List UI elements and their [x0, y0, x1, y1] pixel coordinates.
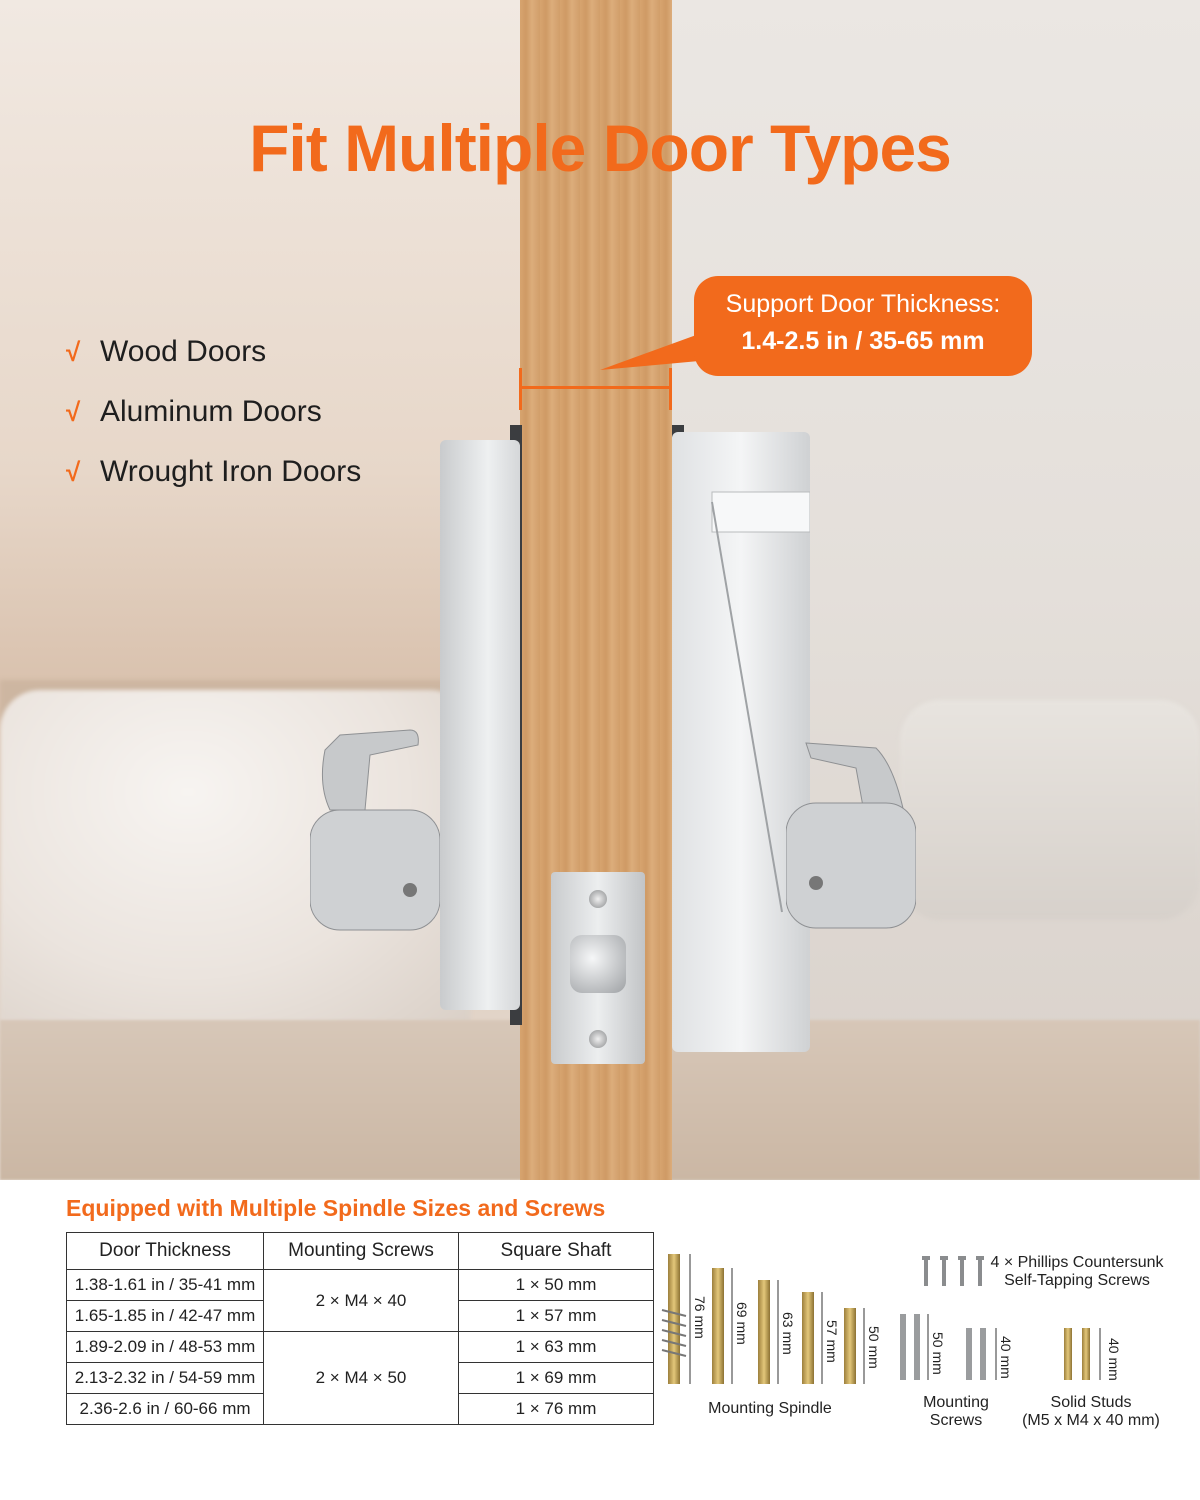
- thickness-cell: 1.38-1.61 in / 35-41 mm: [67, 1270, 264, 1301]
- thickness-callout: [694, 276, 1032, 376]
- spindle-length-label: 69 mm: [734, 1302, 750, 1345]
- spindle-length-label: 50 mm: [866, 1326, 882, 1369]
- check-icon: √: [66, 456, 81, 487]
- hardware-parts-illustration: [660, 1240, 1180, 1480]
- mounting-screws-caption-2: Screws: [929, 1412, 983, 1429]
- thickness-dimension-end: [669, 368, 672, 410]
- mounting-screws-image: [896, 1314, 1036, 1384]
- lever-handle-left: [310, 725, 440, 935]
- studs-caption-1: Solid Studs: [1050, 1394, 1132, 1411]
- thickness-dimension-line: [521, 386, 671, 389]
- lock-body-interior: [440, 440, 520, 1010]
- spec-section-title: Equipped with Multiple Spindle Sizes and Screws: [66, 1195, 606, 1221]
- door-type-item: [66, 322, 361, 382]
- door-type-label: Aluminum Doors: [100, 395, 322, 428]
- latch-bolt: [570, 935, 626, 993]
- countersunk-caption-1: 4 × Phillips Countersunk: [990, 1254, 1164, 1271]
- thickness-dimension-end: [519, 368, 522, 410]
- thickness-cell: 1.65-1.85 in / 42-47 mm: [67, 1301, 264, 1332]
- screws-cell: 2 × M4 × 40: [264, 1270, 459, 1332]
- countersunk-caption-2: Self-Tapping Screws: [1004, 1272, 1150, 1289]
- door-type-item: [66, 442, 361, 502]
- callout-line-2: 1.4-2.5 in / 35-65 mm: [741, 327, 985, 355]
- thickness-cell: 1.89-2.09 in / 48-53 mm: [67, 1332, 264, 1363]
- column-header: Square Shaft: [459, 1233, 654, 1270]
- column-header: Mounting Screws: [264, 1233, 459, 1270]
- studs-caption-2: (M5 x M4 x 40 mm): [1022, 1412, 1160, 1429]
- check-icon: √: [66, 396, 81, 427]
- door-type-item: [66, 382, 361, 442]
- countersunk-screws-image: [918, 1254, 988, 1290]
- table-row: [67, 1332, 654, 1363]
- door-type-label: Wrought Iron Doors: [100, 455, 362, 488]
- shaft-cell: 1 × 63 mm: [459, 1332, 654, 1363]
- mounting-screw-length-label: 50 mm: [930, 1332, 946, 1375]
- spindle-length-label: 63 mm: [780, 1312, 796, 1355]
- shaft-cell: 1 × 69 mm: [459, 1363, 654, 1394]
- sofa-image: [900, 700, 1200, 920]
- spindle-caption: Mounting Spindle: [708, 1400, 832, 1417]
- shaft-cell: 1 × 50 mm: [459, 1270, 654, 1301]
- screws-cell: 2 × M4 × 50: [264, 1332, 459, 1425]
- thickness-cell: 2.13-2.32 in / 54-59 mm: [67, 1363, 264, 1394]
- spec-table: [66, 1232, 654, 1425]
- mounting-screws-caption-1: Mounting: [923, 1394, 989, 1411]
- callout-line-1: Support Door Thickness:: [725, 290, 1001, 318]
- shaft-cell: 1 × 76 mm: [459, 1394, 654, 1425]
- table-row: [67, 1270, 654, 1301]
- lever-handle-right: [786, 738, 916, 938]
- page-title: Fit Multiple Door Types: [249, 111, 951, 185]
- spindle-length-label: 57 mm: [824, 1320, 840, 1363]
- stud-length-label: 40 mm: [1106, 1338, 1122, 1381]
- door-type-label: Wood Doors: [100, 335, 267, 368]
- door-type-list: [66, 322, 361, 502]
- column-header: Door Thickness: [67, 1233, 264, 1270]
- mounting-screw-length-label: 40 mm: [998, 1336, 1014, 1379]
- thickness-cell: 2.36-2.6 in / 60-66 mm: [67, 1394, 264, 1425]
- screw-icon: [589, 890, 607, 908]
- check-icon: √: [66, 336, 81, 367]
- spindle-length-label: 76 mm: [692, 1296, 708, 1339]
- screw-icon: [589, 1030, 607, 1048]
- shaft-cell: 1 × 57 mm: [459, 1301, 654, 1332]
